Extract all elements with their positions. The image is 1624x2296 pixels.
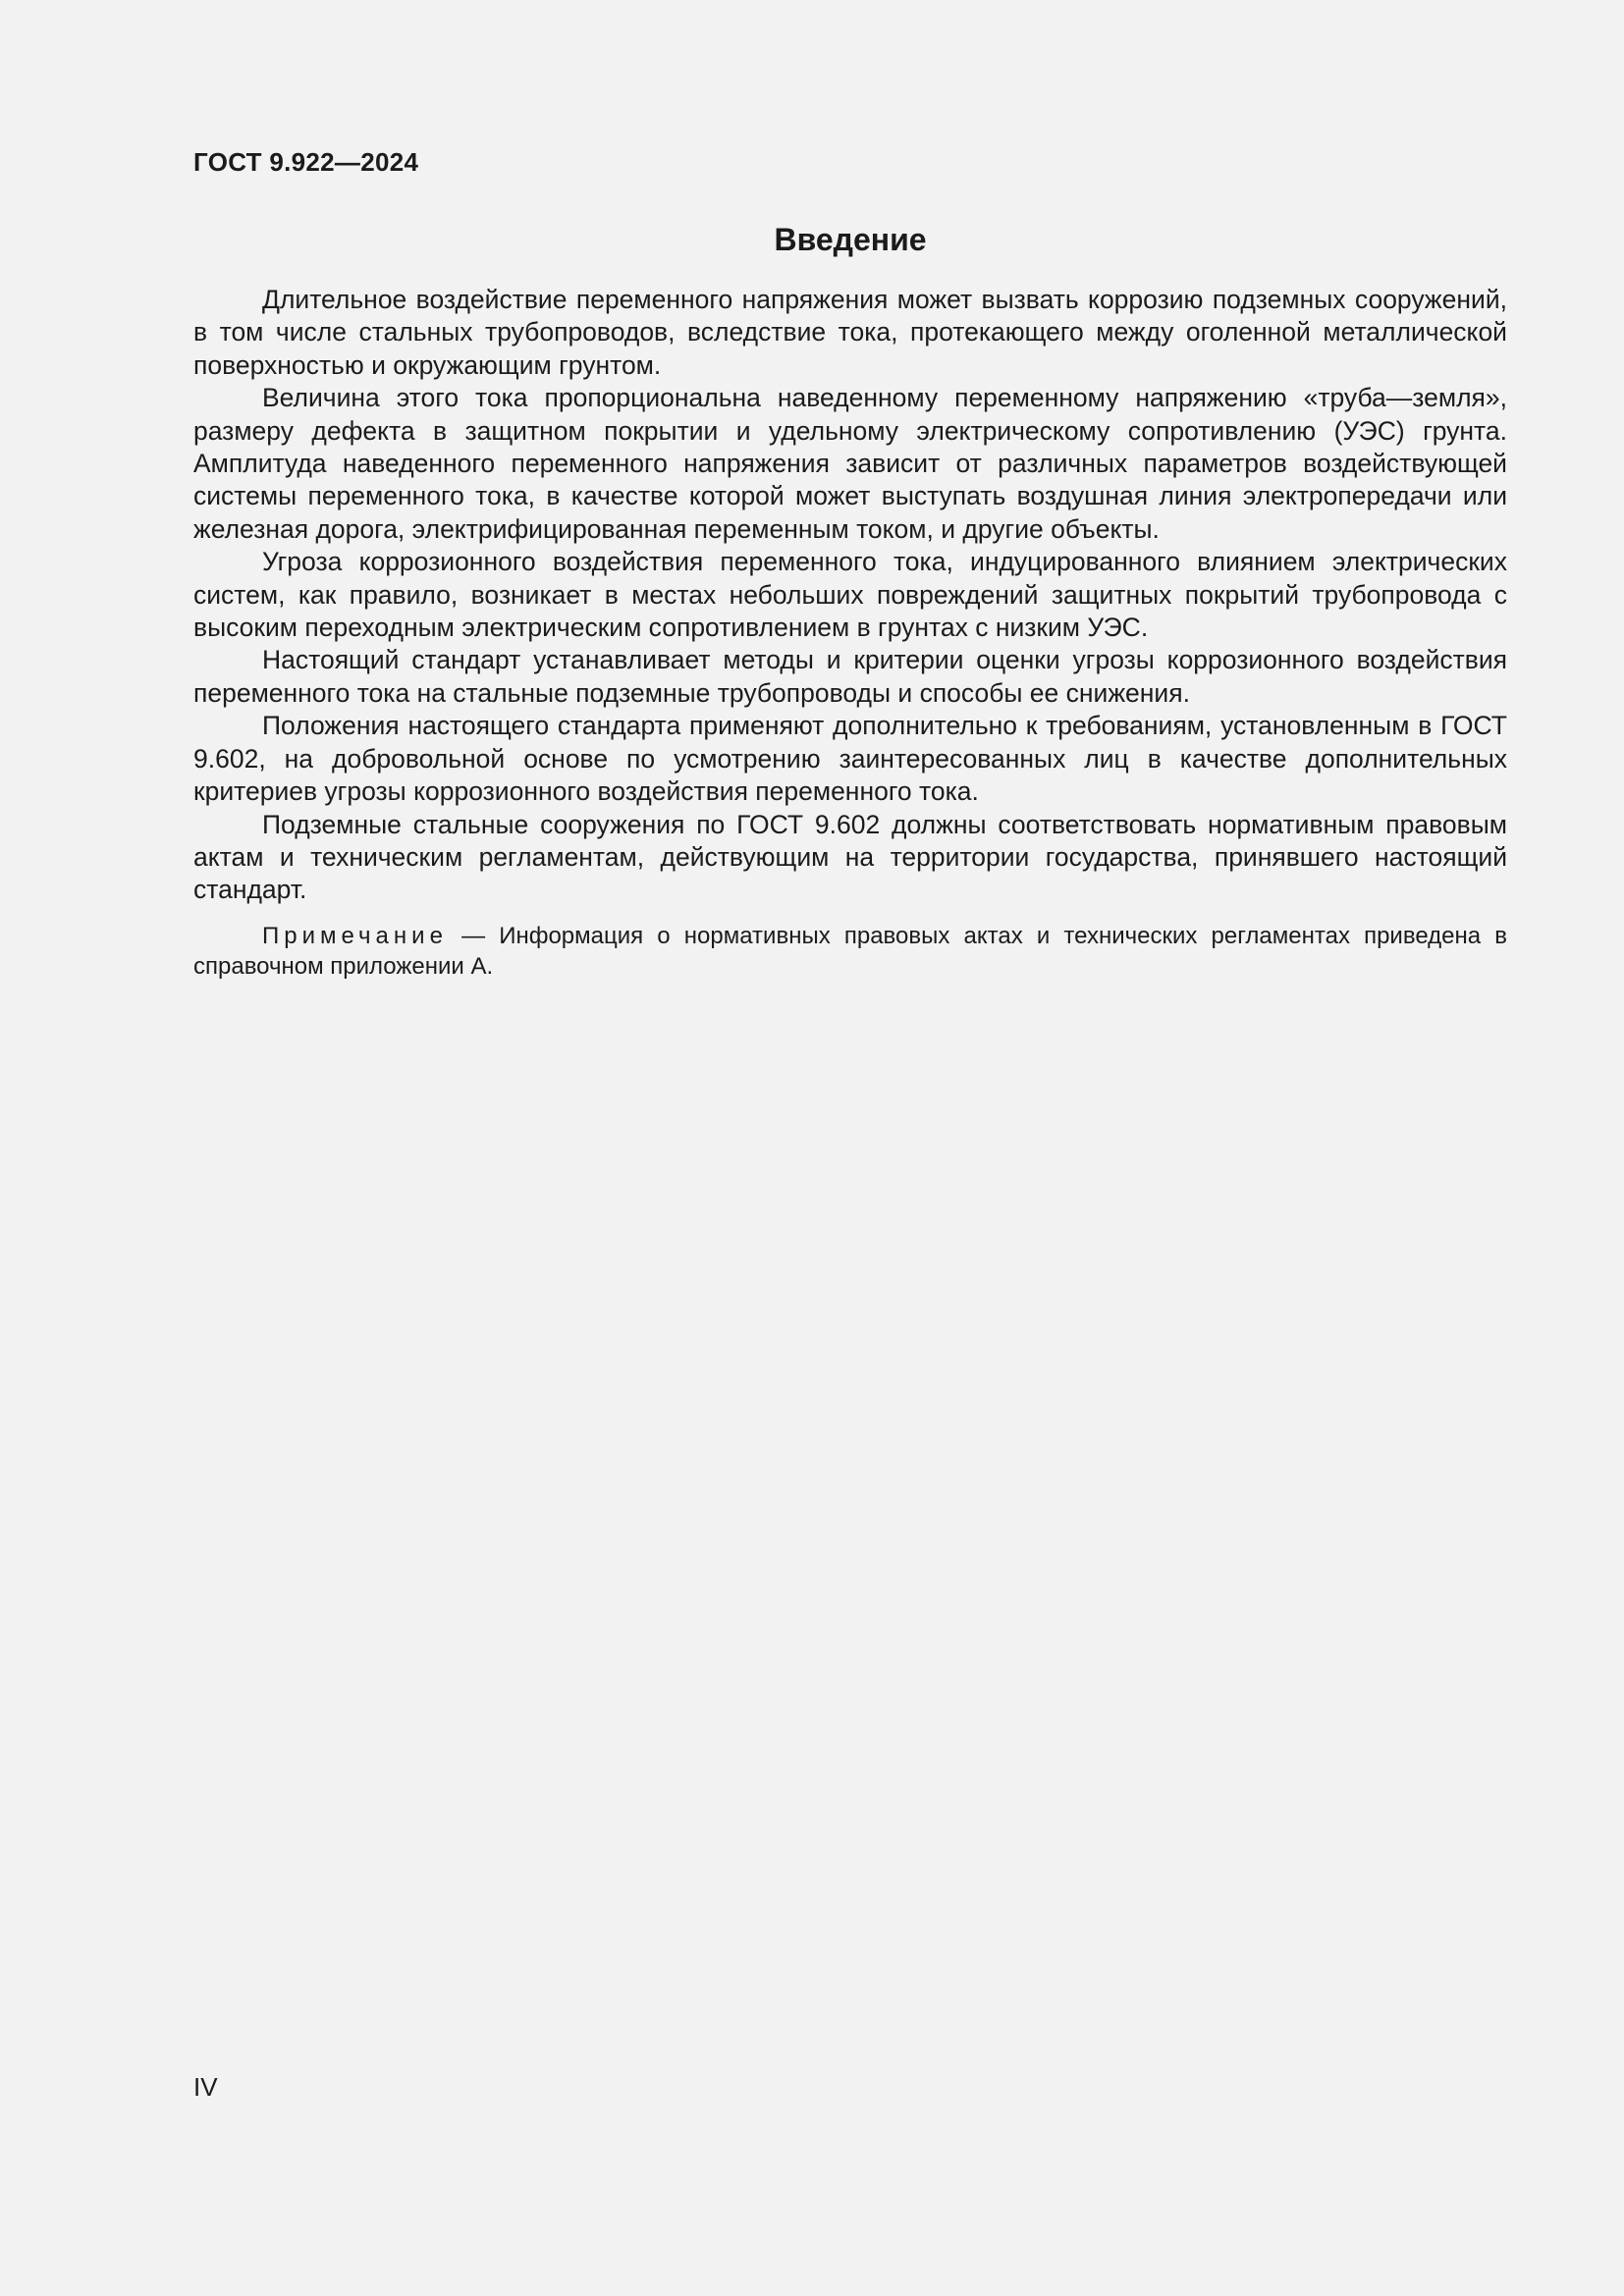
paragraph-2: Величина этого тока пропорциональна наведенному переменному напряжению «труба—земля», размеру дефекта в защитном покрытии и удельному электрическому сопротивлению (УЭС) грунта. Амплитуда наведенного переменного напряжения зависит от различных параметров воздействующей системы переменного тока, в качестве которой может выступать воздушная линия электропередачи или железная дорога, электрифицированная переменным током, и другие объекты. xyxy=(193,383,1507,544)
paragraph-5: Положения настоящего стандарта применяют дополнительно к требованиям, установленным в ГОСТ 9.602, на добровольной основе по усмотрению заинтересованных лиц в качестве дополнительных критериев угрозы коррозионного воздействия переменного тока. xyxy=(193,711,1507,807)
paragraph-4: Настоящий стандарт устанавливает методы и критерии оценки угрозы коррозионного воздействия переменного тока на стальные подземные трубопроводы и способы ее снижения. xyxy=(193,645,1507,708)
paragraph-1: Длительное воздействие переменного напряжения может вызвать коррозию подземных сооружений, в том числе стальных трубопроводов, вследствие тока, протекающего между оголенной металлической поверхностью и окружающим грунтом. xyxy=(193,285,1507,380)
note-label: Примечание xyxy=(262,922,448,949)
document-header: ГОСТ 9.922—2024 xyxy=(193,147,419,177)
paragraph-6: Подземные стальные сооружения по ГОСТ 9.602 должны соответствовать нормативным правовым актам и техническим регламентам, действующим на территории государства, принявшего настоящий стандарт. xyxy=(193,809,1507,905)
note-text: — Информация о нормативных правовых актах и технических регламентах приведена в справочном приложении А. xyxy=(193,922,1507,980)
paragraph-3: Угроза коррозионного воздействия переменного тока, индуцированного влиянием электрических систем, как правило, возникает в местах небольших повреждений защитных покрытий трубопровода с высоким переходным электрическим сопротивлением в грунтах с низким УЭС. xyxy=(193,547,1507,643)
section-title: Введение xyxy=(774,222,927,257)
body-text xyxy=(193,284,1507,982)
note xyxy=(193,921,1507,982)
page-number: IV xyxy=(193,2072,218,2102)
